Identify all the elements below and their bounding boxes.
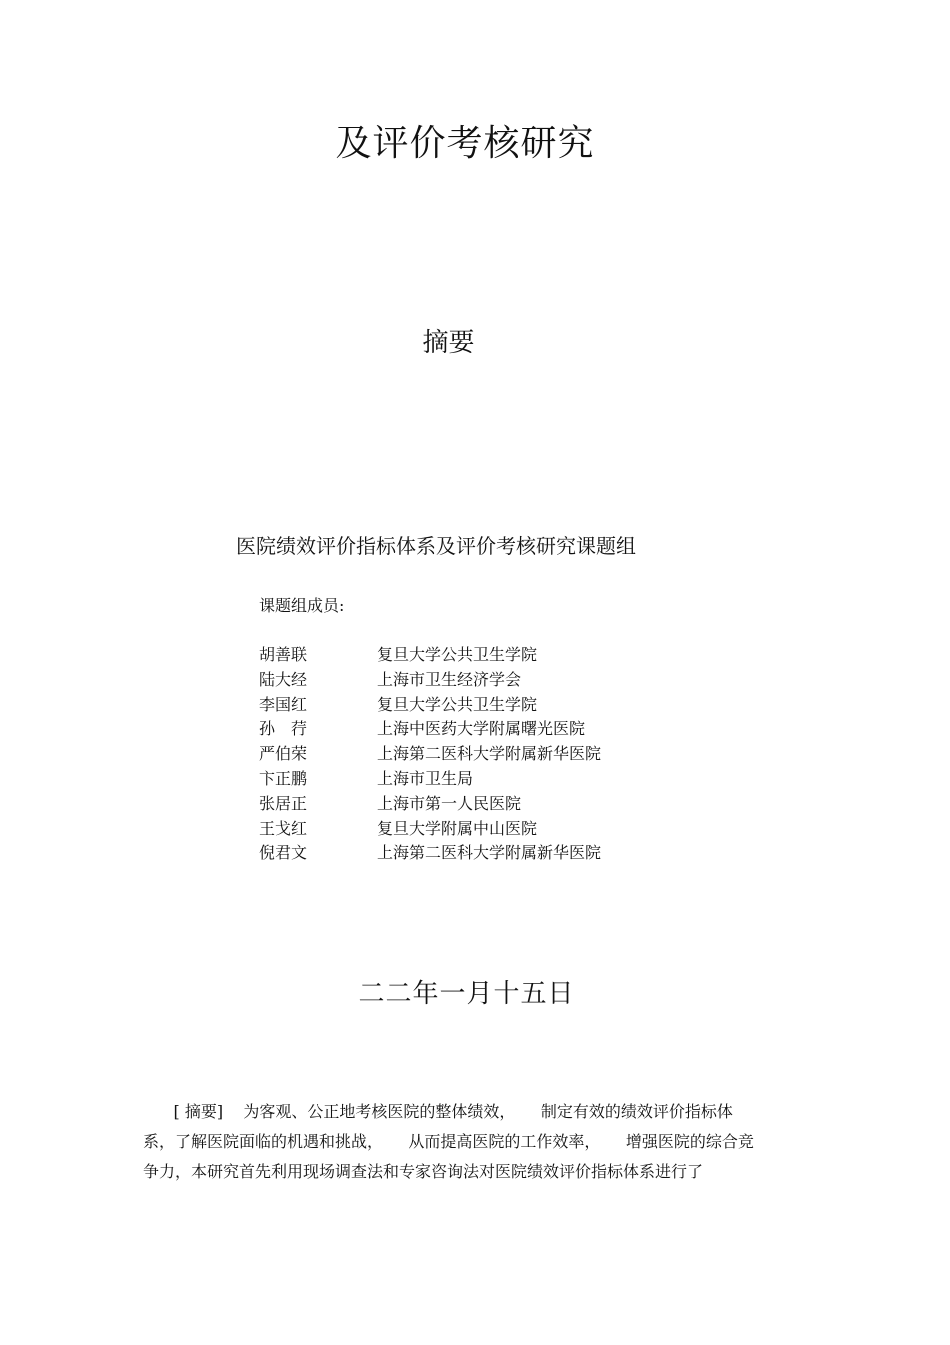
member-row [259,767,679,792]
member-affiliation: 复旦大学公共卫生学院 [377,645,538,664]
member-name: 严伯荣 [259,744,308,764]
member-name: 胡善联 [259,645,308,664]
members-label: 课题组成员: [259,596,345,615]
research-group-name: 医院绩效评价指标体系及评价考核研究课题组 [236,534,636,558]
member-row [259,693,679,718]
members-list [259,643,679,866]
abstract-body [143,1097,803,1187]
document-title: 及评价考核研究 [335,123,595,164]
member-name: 李国红 [259,694,308,714]
member-affiliation: 复旦大学公共卫生学院 [377,694,538,714]
member-name: 陆大经 [259,669,308,689]
abstract-line: [ 摘要] 为客观、公正地考核医院的整体绩效， 制定有效的绩效评价指标体 [143,1102,733,1121]
abstract-line: 争力，本研究首先利用现场调查法和专家咨询法对医院绩效评价指标体系进行了 [143,1162,704,1181]
member-name: 倪君文 [259,843,308,863]
member-row [259,668,679,693]
member-affiliation: 上海中医药大学附属曙光医院 [377,719,586,739]
member-row [259,742,679,767]
member-affiliation: 上海市第一人民医院 [377,793,522,813]
member-row [259,792,679,817]
member-affiliation: 复旦大学附属中山医院 [377,818,538,838]
member-row [259,643,679,668]
member-row [259,717,679,742]
member-row [259,817,679,842]
document-date: 二二年一月十五日 [358,979,575,1009]
abstract-line: 系，了解医院面临的机遇和挑战， 从而提高医院的工作效率， 增强医院的综合竞 [143,1132,754,1151]
member-affiliation: 上海第二医科大学附属新华医院 [377,843,602,863]
member-name: 孙 荇 [259,719,308,739]
member-affiliation: 上海市卫生局 [377,768,474,788]
member-row [259,841,679,866]
abstract-heading: 摘要 [422,328,475,358]
member-name: 王戈红 [259,818,308,838]
member-name: 卞正鹏 [259,768,308,788]
member-affiliation: 上海市卫生经济学会 [377,669,522,689]
member-name: 张居正 [259,793,308,813]
member-affiliation: 上海第二医科大学附属新华医院 [377,744,602,764]
